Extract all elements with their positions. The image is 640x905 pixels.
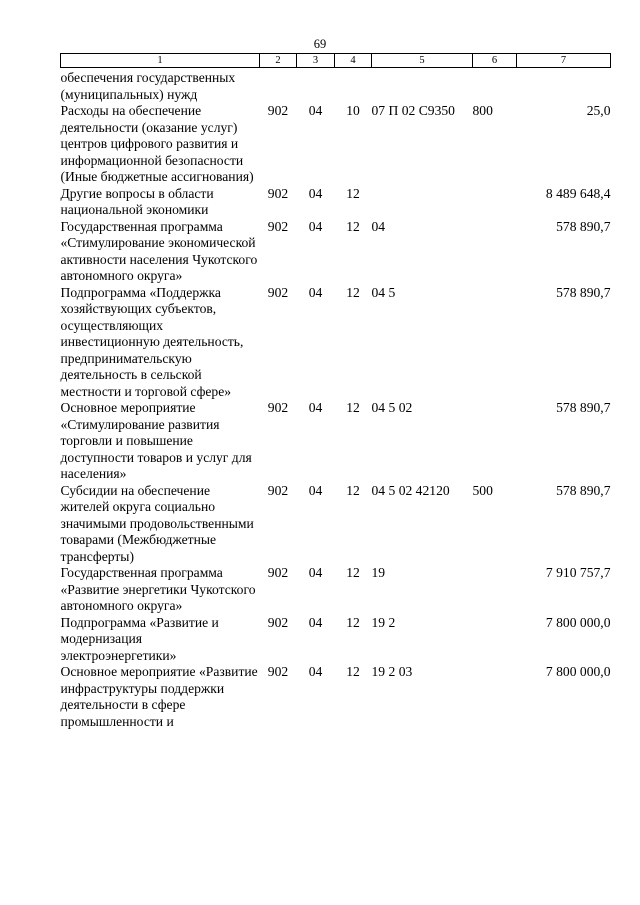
column-header-3: 3	[297, 54, 335, 68]
row-subsection-code: 12	[346, 185, 360, 201]
row-amount: 578 890,7	[556, 284, 611, 300]
row-target-code: 04 5 02 42120	[371, 482, 450, 498]
column-header-2: 2	[260, 54, 297, 68]
row-expense-type	[473, 285, 517, 401]
row-ministry-code: 902	[267, 218, 289, 234]
row-subsection-code: 12	[346, 218, 360, 234]
row-ministry-code: 902	[267, 400, 289, 415]
row-subsection-code	[335, 68, 372, 104]
row-section-code: 04	[308, 664, 323, 679]
row-amount: 7 800 000,0	[545, 664, 611, 679]
row-expense-type: 800	[472, 103, 493, 118]
column-header-4: 4	[335, 54, 372, 68]
row-name: Субсидии на обеспечение жителей округа социально значимыми продовольственными товарами (Межбюджетные трансферты)	[60, 482, 254, 564]
row-expense-type	[473, 186, 517, 219]
row-target-code: 04	[371, 218, 386, 234]
row-section-code: 04	[308, 400, 323, 415]
row-amount: 25,0	[586, 103, 611, 118]
row-subsection-code: 12	[346, 664, 360, 679]
row-amount: 578 890,7	[556, 482, 611, 498]
row-ministry-code: 902	[267, 565, 289, 580]
row-name: Государственная программа «Развитие энергетики Чукотского автономного округа»	[60, 565, 256, 613]
row-ministry-code: 902	[267, 284, 289, 300]
table-row	[61, 615, 611, 665]
row-section-code: 04	[308, 218, 323, 234]
row-ministry-code	[260, 68, 297, 104]
row-expense-type: 500	[472, 482, 493, 498]
row-subsection-code: 10	[346, 103, 360, 118]
column-header-5: 5	[372, 54, 473, 68]
row-target-code	[372, 68, 473, 104]
row-amount: 7 800 000,0	[545, 614, 611, 630]
row-name: Государственная программа «Стимулирование экономической активности населения Чукотского автономного округа»	[60, 218, 258, 283]
row-section-code: 04	[308, 103, 323, 118]
row-section-code	[297, 68, 335, 104]
row-ministry-code: 902	[267, 482, 289, 498]
page-number: 69	[313, 37, 327, 51]
row-section-code: 04	[308, 284, 323, 300]
row-expense-type	[473, 219, 517, 285]
row-name: Расходы на обеспечение деятельности (оказание услуг) центров цифрового развития и информационной безопасности (Иные бюджетные ассигнования)	[60, 103, 254, 184]
row-name: Основное мероприятие «Развитие инфраструктуры поддержки деятельности в сфере промышленности и	[60, 664, 258, 729]
row-amount	[517, 68, 611, 104]
row-subsection-code: 12	[346, 482, 360, 498]
row-name: Подпрограмма «Развитие и модернизация электроэнергетики»	[60, 614, 219, 663]
row-section-code: 04	[308, 614, 323, 630]
column-header-6: 6	[473, 54, 517, 68]
row-expense-type	[473, 400, 517, 483]
table-row	[61, 483, 611, 566]
row-expense-type	[473, 664, 517, 730]
row-amount: 8 489 648,4	[545, 185, 611, 201]
table-row	[61, 565, 611, 615]
row-subsection-code: 12	[346, 400, 360, 415]
table-row	[61, 400, 611, 483]
column-header-1: 1	[61, 54, 260, 68]
row-ministry-code: 902	[267, 103, 289, 118]
row-ministry-code: 902	[267, 185, 289, 201]
row-target-code	[372, 186, 473, 219]
table-row	[61, 285, 611, 401]
column-number-header-row	[61, 54, 611, 68]
row-section-code: 04	[308, 565, 323, 580]
table-row	[61, 219, 611, 285]
table-row	[61, 664, 611, 730]
column-header-7: 7	[517, 54, 611, 68]
row-name: Подпрограмма «Поддержка хозяйствующих субъектов, осуществляющих инвестиционную деятельность, предпринимательскую деятельность в сельской местности и торговой сфере»	[60, 284, 244, 399]
row-target-code: 19	[371, 565, 386, 580]
row-name: Основное мероприятие «Стимулирование развития торговли и повышение доступности товаров и услуг для населения»	[60, 400, 252, 481]
row-target-code: 19 2 03	[371, 664, 413, 679]
budget-table	[60, 53, 611, 730]
row-subsection-code: 12	[346, 614, 360, 630]
row-amount: 578 890,7	[556, 218, 611, 234]
row-section-code: 04	[308, 185, 323, 201]
row-ministry-code: 902	[267, 664, 289, 679]
table-row	[61, 186, 611, 219]
row-name: обеспечения государственных (муниципальных) нужд	[60, 70, 236, 102]
row-target-code: 19 2	[371, 614, 396, 630]
row-name: Другие вопросы в области национальной экономики	[60, 185, 214, 217]
row-expense-type	[473, 615, 517, 665]
table-row	[61, 68, 611, 104]
row-amount: 578 890,7	[556, 400, 611, 415]
row-subsection-code: 12	[346, 565, 360, 580]
row-subsection-code: 12	[346, 284, 360, 300]
row-target-code: 07 П 02 С9350	[371, 103, 455, 118]
row-expense-type	[473, 68, 517, 104]
row-amount: 7 910 757,7	[545, 565, 611, 580]
row-ministry-code: 902	[267, 614, 289, 630]
row-expense-type	[473, 565, 517, 615]
row-target-code: 04 5	[371, 284, 396, 300]
row-target-code: 04 5 02	[371, 400, 413, 415]
table-row	[61, 103, 611, 186]
row-section-code: 04	[308, 482, 323, 498]
